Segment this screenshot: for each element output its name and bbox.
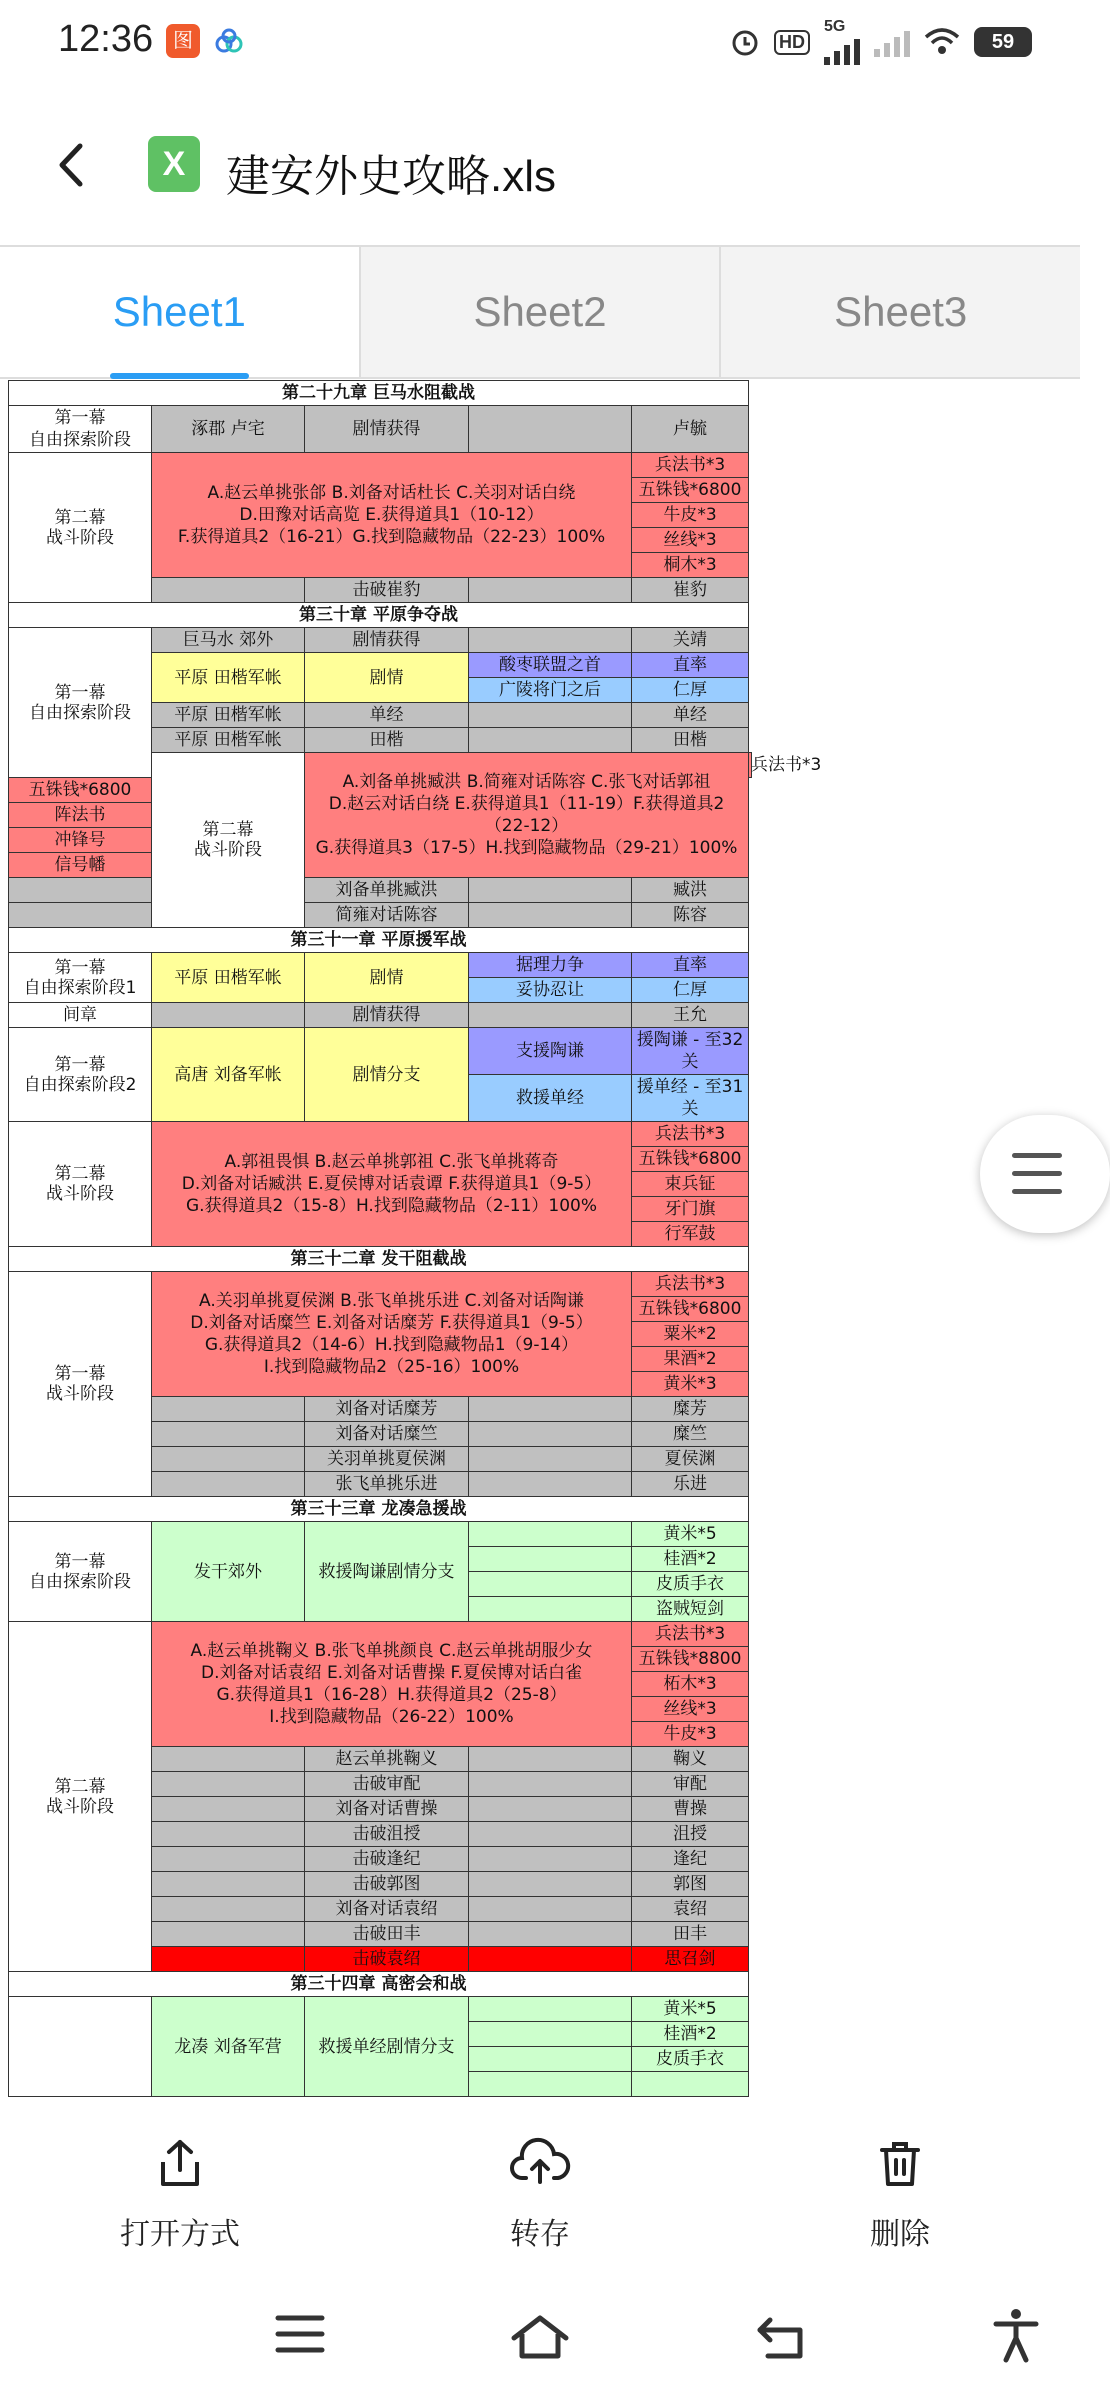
act-label: 第二幕 战斗阶段 bbox=[152, 753, 305, 928]
reward-cell: 桂酒*2 bbox=[632, 2022, 749, 2047]
event-cell: 剧情获得 bbox=[305, 628, 469, 653]
excel-file-icon: X bbox=[148, 136, 200, 192]
alarm-icon bbox=[730, 27, 760, 57]
reward-cell: 兵法书*3 bbox=[632, 1122, 749, 1147]
reward-cell: 夏侯渊 bbox=[632, 1447, 749, 1472]
wifi-icon bbox=[924, 27, 960, 57]
chapter-title: 第三十章 平原争夺战 bbox=[9, 603, 749, 628]
reward-cell: 果酒*2 bbox=[632, 1347, 749, 1372]
reward-cell: 关靖 bbox=[632, 628, 749, 653]
act-label: 第一幕 自由探索阶段2 bbox=[9, 1028, 152, 1122]
table-row bbox=[9, 953, 752, 978]
file-title: 建安外史攻略.xls bbox=[226, 152, 556, 201]
open-with-label: 打开方式 bbox=[120, 2218, 240, 2251]
table-row bbox=[9, 878, 752, 903]
event-cell: 简雍对话陈容 bbox=[305, 903, 469, 928]
bottom-action-bar bbox=[0, 2108, 1080, 2268]
reward-cell: 糜竺 bbox=[632, 1422, 749, 1447]
act-label: 第二幕 战斗阶段 bbox=[9, 453, 152, 603]
event-cell: 击破审配 bbox=[305, 1772, 469, 1797]
event-cell: 剧情 bbox=[305, 953, 469, 1003]
location-cell: 平原 田楷军帐 bbox=[152, 953, 305, 1003]
act-label: 第一幕 自由探索阶段 bbox=[9, 1522, 152, 1622]
reward-cell: 郭图 bbox=[632, 1872, 749, 1897]
reward-cell: 兵法书*3 bbox=[632, 1272, 749, 1297]
option-cell: 酸枣联盟之首 bbox=[469, 653, 632, 678]
reward-cell: 沮授 bbox=[632, 1822, 749, 1847]
chapter-title-row bbox=[9, 928, 752, 953]
event-cell: 关羽单挑夏侯渊 bbox=[305, 1447, 469, 1472]
cloud-app-icon bbox=[212, 24, 246, 58]
home-icon[interactable] bbox=[510, 2314, 570, 2360]
reward-cell: 袁绍 bbox=[632, 1897, 749, 1922]
chapter-title-row bbox=[9, 1972, 752, 1997]
table-row bbox=[9, 903, 752, 928]
reward-cell: 思召剑 bbox=[632, 1947, 749, 1972]
reward-cell: 审配 bbox=[632, 1772, 749, 1797]
signal-weak-icon bbox=[874, 27, 910, 57]
reward-cell: 田楷 bbox=[632, 728, 749, 753]
reward-cell: 桂酒*2 bbox=[632, 1547, 749, 1572]
reward-cell: 黄米*5 bbox=[632, 1997, 749, 2022]
event-cell: 刘备对话曹操 bbox=[305, 1797, 469, 1822]
chapter-title: 第三十四章 高密会和战 bbox=[9, 1972, 749, 1997]
signal-icon bbox=[824, 35, 860, 65]
reward-cell: 信号幡 bbox=[9, 853, 152, 878]
event-cell: 刘备对话袁绍 bbox=[305, 1897, 469, 1922]
reward-cell: 皮质手衣 bbox=[632, 2047, 749, 2072]
table-row bbox=[9, 1028, 752, 1075]
objectives-cell: A.赵云单挑鞠义 B.张飞单挑颜良 C.赵云单挑胡服少女 D.刘备对话袁绍 E.刘备对话曹操 F.夏侯博对话白雀 G.获得道具1（16-28）H.获得道具2（25-8） I.找到隐藏物品（26-22）100% bbox=[152, 1622, 632, 1747]
location-cell: 龙凑 刘备军营 bbox=[152, 1997, 305, 2097]
reward-cell: 逢纪 bbox=[632, 1847, 749, 1872]
event-cell: 击破逢纪 bbox=[305, 1847, 469, 1872]
delete-button[interactable] bbox=[800, 2138, 1000, 2253]
reward-cell: 乐进 bbox=[632, 1472, 749, 1497]
event-cell: 击破袁绍 bbox=[305, 1947, 469, 1972]
system-navigation-bar bbox=[0, 2268, 1080, 2400]
event-cell: 救援陶谦剧情分支 bbox=[305, 1522, 469, 1622]
option-cell: 救援单经 bbox=[469, 1075, 632, 1122]
event-cell: 击破郭图 bbox=[305, 1872, 469, 1897]
location-cell: 巨马水 郊外 bbox=[152, 628, 305, 653]
reward-cell: 单经 bbox=[632, 703, 749, 728]
trash-icon bbox=[878, 2138, 922, 2188]
chapter-title-row bbox=[9, 603, 752, 628]
act-label: 第一幕 战斗阶段 bbox=[9, 1272, 152, 1497]
reward-cell: 鞠义 bbox=[632, 1747, 749, 1772]
reward-cell: 牛皮*3 bbox=[632, 503, 749, 528]
tab-sheet3[interactable]: Sheet3 bbox=[719, 247, 1080, 377]
reward-cell: 直率 bbox=[632, 653, 749, 678]
table-row bbox=[9, 406, 752, 453]
location-cell: 涿郡 卢宅 bbox=[152, 406, 305, 453]
reward-cell: 牙门旗 bbox=[632, 1197, 749, 1222]
reward-cell: 柘木*3 bbox=[632, 1672, 749, 1697]
act-label: 间章 bbox=[9, 1003, 152, 1028]
open-with-button[interactable] bbox=[80, 2138, 280, 2253]
chapter-title: 第三十三章 龙凑急援战 bbox=[9, 1497, 749, 1522]
act-label: 第一幕 自由探索阶段 bbox=[9, 406, 152, 453]
chapter-title: 第三十二章 发干阻截战 bbox=[9, 1247, 749, 1272]
option-cell: 广陵将门之后 bbox=[469, 678, 632, 703]
floating-menu-button[interactable] bbox=[980, 1115, 1110, 1233]
reward-cell: 行军鼓 bbox=[632, 1222, 749, 1247]
save-label: 转存 bbox=[510, 2218, 570, 2251]
reward-cell: 五铢钱*6800 bbox=[9, 778, 152, 803]
event-cell: 救援单经剧情分支 bbox=[305, 1997, 469, 2097]
reward-cell: 仁厚 bbox=[632, 978, 749, 1003]
reward-cell: 五铢钱*8800 bbox=[632, 1647, 749, 1672]
table-row bbox=[9, 628, 752, 653]
reward-cell: 盗贼短剑 bbox=[632, 1597, 749, 1622]
objectives-cell: A.关羽单挑夏侯渊 B.张飞单挑乐进 C.刘备对话陶谦 D.刘备对话糜竺 E.刘备对话糜芳 F.获得道具1（9-5） G.获得道具2（14-6）H.找到隐藏物品1（9-14） I.找到隐藏物品2（25-16）100% bbox=[152, 1272, 632, 1397]
act-label: 第二幕 战斗阶段 bbox=[9, 1622, 152, 1972]
back-arrow-icon[interactable] bbox=[52, 140, 92, 190]
reward-cell: 曹操 bbox=[632, 1797, 749, 1822]
table-row bbox=[9, 1622, 752, 1647]
back-icon[interactable] bbox=[756, 2314, 806, 2360]
tab-sheet1[interactable]: Sheet1 bbox=[0, 247, 359, 377]
reward-cell: 糜芳 bbox=[632, 1397, 749, 1422]
reward-cell: 黄米*5 bbox=[632, 1522, 749, 1547]
location-cell: 平原 田楷军帐 bbox=[152, 703, 305, 728]
reward-cell: 丝线*3 bbox=[632, 528, 749, 553]
reward-cell: 丝线*3 bbox=[632, 1697, 749, 1722]
cloud-upload-icon bbox=[510, 2138, 570, 2188]
objectives-cell: A.郭祖畏惧 B.赵云单挑郭祖 C.张飞单挑蒋奇 D.刘备对话臧洪 E.夏侯博对话袁谭 F.获得道具1（9-5） G.获得道具2（15-8）H.找到隐藏物品（2-11）100% bbox=[152, 1122, 632, 1247]
reward-cell: 田丰 bbox=[632, 1922, 749, 1947]
reward-cell: 臧洪 bbox=[632, 878, 749, 903]
reward-cell: 兵法书*3 bbox=[749, 753, 752, 778]
event-cell: 剧情获得 bbox=[305, 1003, 469, 1028]
event-cell: 击破崔豹 bbox=[305, 578, 469, 603]
table-row bbox=[9, 1522, 752, 1547]
empty-cell bbox=[469, 406, 632, 453]
event-cell: 田楷 bbox=[305, 728, 469, 753]
chapter-title-row bbox=[9, 381, 752, 406]
table-row bbox=[9, 453, 752, 478]
reward-cell: 黄米*3 bbox=[632, 1372, 749, 1397]
reward-cell: 援陶谦 - 至32关 bbox=[632, 1028, 749, 1075]
option-cell: 妥协忍让 bbox=[469, 978, 632, 1003]
reward-cell: 直率 bbox=[632, 953, 749, 978]
reward-cell: 援单经 - 至31关 bbox=[632, 1075, 749, 1122]
event-cell: 击破沮授 bbox=[305, 1822, 469, 1847]
reward-cell: 冲锋号 bbox=[9, 828, 152, 853]
spreadsheet-table bbox=[8, 380, 822, 2097]
reward-cell: 阵法书 bbox=[9, 803, 152, 828]
reward-cell: 仁厚 bbox=[632, 678, 749, 703]
objectives-cell: A.赵云单挑张郃 B.刘备对话杜长 C.关羽对话白绕 D.田豫对话高览 E.获得道具1（10-12） F.获得道具2（16-21）G.找到隐藏物品（22-23）100% bbox=[152, 453, 632, 578]
location-cell: 平原 田楷军帐 bbox=[152, 653, 305, 703]
reward-cell: 粟米*2 bbox=[632, 1322, 749, 1347]
delete-label: 删除 bbox=[870, 2218, 930, 2251]
event-cell: 击破田丰 bbox=[305, 1922, 469, 1947]
reward-cell: 卢毓 bbox=[632, 406, 749, 453]
sheet-tabs bbox=[0, 245, 1080, 379]
event-cell: 刘备对话糜竺 bbox=[305, 1422, 469, 1447]
reward-cell: 皮质手衣 bbox=[632, 1572, 749, 1597]
event-cell: 张飞单挑乐进 bbox=[305, 1472, 469, 1497]
objectives-cell: A.刘备单挑臧洪 B.简雍对话陈容 C.张飞对话郭祖 D.赵云对话白绕 E.获得道具1（11-19）F.获得道具2（22-12） G.获得道具3（17-5）H.找到隐藏物品（29-21）100% bbox=[305, 753, 749, 878]
act-label: 第一幕 自由探索阶段 bbox=[9, 628, 152, 778]
reward-cell: 兵法书*3 bbox=[632, 453, 749, 478]
event-cell: 剧情获得 bbox=[305, 406, 469, 453]
hd-badge: HD bbox=[774, 30, 810, 55]
table-row bbox=[9, 1122, 752, 1147]
reward-cell: 牛皮*3 bbox=[632, 1722, 749, 1747]
act-label: 第二幕 战斗阶段 bbox=[9, 1122, 152, 1247]
event-cell: 剧情 bbox=[305, 653, 469, 703]
status-time: 12:36 bbox=[58, 18, 154, 60]
table-row bbox=[9, 1997, 752, 2022]
notification-app-icon: 图 bbox=[166, 24, 200, 58]
chapter-title: 第二十九章 巨马水阻截战 bbox=[9, 381, 749, 406]
location-cell: 发干郊外 bbox=[152, 1522, 305, 1622]
reward-cell: 五铢钱*6800 bbox=[632, 1147, 749, 1172]
reward-cell: 五铢钱*6800 bbox=[632, 478, 749, 503]
chapter-title-row bbox=[9, 1247, 752, 1272]
share-icon bbox=[157, 2138, 203, 2188]
act-label: 第一幕 自由探索阶段1 bbox=[9, 953, 152, 1003]
location-cell: 高唐 刘备军帐 bbox=[152, 1028, 305, 1122]
tab-sheet2[interactable]: Sheet2 bbox=[359, 247, 720, 377]
event-cell: 赵云单挑鞠义 bbox=[305, 1747, 469, 1772]
option-cell: 支援陶谦 bbox=[469, 1028, 632, 1075]
table-row bbox=[9, 1272, 752, 1297]
save-to-cloud-button[interactable] bbox=[440, 2138, 640, 2253]
battery-icon: 59 bbox=[974, 27, 1032, 57]
chapter-title: 第三十一章 平原援军战 bbox=[9, 928, 749, 953]
reward-cell: 五铢钱*6800 bbox=[632, 1297, 749, 1322]
reward-cell: 桐木*3 bbox=[632, 553, 749, 578]
event-cell: 刘备单挑臧洪 bbox=[305, 878, 469, 903]
accessibility-icon[interactable] bbox=[994, 2308, 1038, 2362]
table-row bbox=[9, 1003, 752, 1028]
app-header bbox=[0, 84, 1080, 244]
reward-cell: 崔豹 bbox=[632, 578, 749, 603]
event-cell: 剧情分支 bbox=[305, 1028, 469, 1122]
reward-cell: 束兵钲 bbox=[632, 1172, 749, 1197]
event-cell: 单经 bbox=[305, 703, 469, 728]
option-cell: 据理力争 bbox=[469, 953, 632, 978]
chapter-title-row bbox=[9, 1497, 752, 1522]
location-cell: 平原 田楷军帐 bbox=[152, 728, 305, 753]
reward-cell: 陈容 bbox=[632, 903, 749, 928]
reward-cell: 兵法书*3 bbox=[632, 1622, 749, 1647]
reward-cell: 王允 bbox=[632, 1003, 749, 1028]
menu-icon[interactable] bbox=[276, 2314, 324, 2354]
spreadsheet-view[interactable] bbox=[8, 380, 822, 2107]
status-bar bbox=[0, 0, 1080, 84]
network-label: 5G bbox=[824, 19, 860, 65]
event-cell: 刘备对话糜芳 bbox=[305, 1397, 469, 1422]
